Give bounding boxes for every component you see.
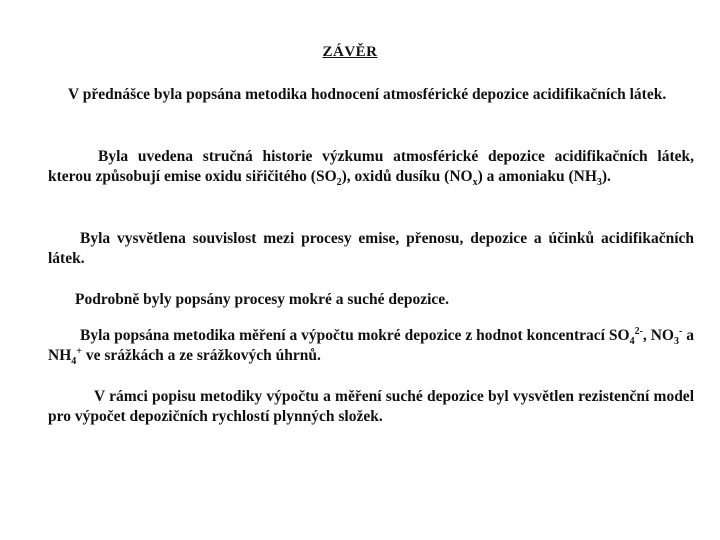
- paragraph-6-text: V rámci popisu metodiky výpočtu a měření suché depozice byl vysvětlen rezistenční model pro výpočet depozičních rychlostí plynných složek.: [48, 388, 694, 425]
- paragraph-5: [48, 326, 694, 366]
- paragraph-1: [48, 85, 694, 105]
- paragraph-2-text-1: Byla uvedena stručná historie výzkumu atmosférické depozice acidifikačních látek, kterou způsobují emise oxidu siřičitého (SO: [48, 148, 694, 185]
- paragraph-4-text: Podrobně byly popsány procesy mokré a suché depozice.: [75, 291, 450, 308]
- paragraph-4: [48, 290, 694, 310]
- paragraph-5-text-3: a NH: [48, 327, 695, 364]
- so4-subscript: 4: [629, 336, 635, 348]
- nh3-subscript: 3: [596, 177, 602, 189]
- paragraph-3: [48, 229, 694, 269]
- paragraph-3-text: Byla vysvětlena souvislost mezi procesy emise, přenosu, depozice a účinků acidifikačních látek.: [48, 230, 694, 267]
- nox-subscript: x: [472, 177, 478, 189]
- paragraph-2-text-2: ), oxidů dusíku (NO: [341, 168, 473, 185]
- paragraph-2: [48, 147, 694, 187]
- nh4-superscript: +: [76, 345, 82, 357]
- paragraph-1-text: V přednášce byla popsána metodika hodnocení atmosférické depozice acidifikačních látek.: [68, 86, 667, 103]
- paragraph-6: [48, 387, 694, 427]
- paragraph-2-text-3: ) a amoniaku (NH: [477, 168, 597, 185]
- paragraph-5-text-1: Byla popsána metodika měření a výpočtu mokré depozice z hodnot koncentrací SO: [80, 327, 630, 344]
- page-title: ZÁVĚR: [322, 44, 378, 60]
- so2-subscript: 2: [336, 177, 342, 189]
- no3-superscript: -: [678, 325, 683, 337]
- paragraph-2-text-4: ).: [601, 168, 611, 185]
- nh4-subscript: 4: [71, 356, 77, 368]
- no3-subscript: 3: [673, 336, 679, 348]
- so4-superscript: 2-: [634, 325, 643, 337]
- paragraph-5-text-4: ve srážkách a ze srážkových úhrnů.: [81, 347, 321, 364]
- paragraph-5-text-2: , NO: [642, 327, 674, 344]
